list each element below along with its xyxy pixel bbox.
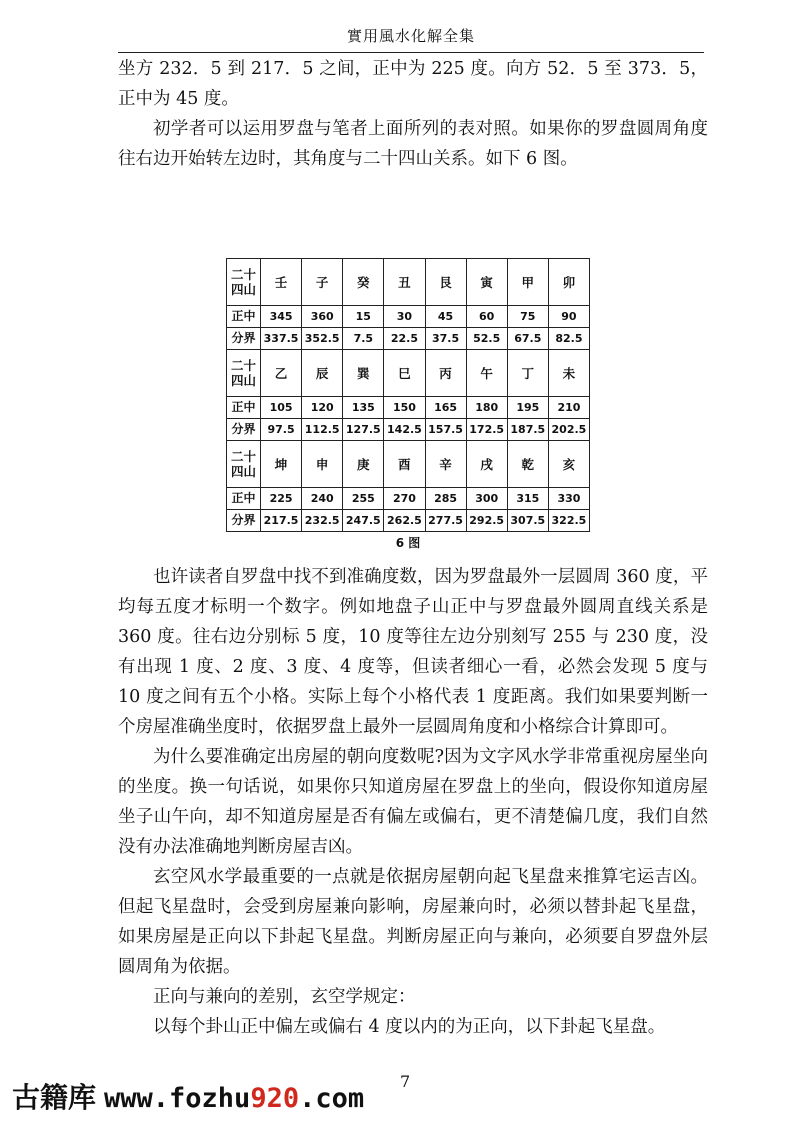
watermark-url-prefix: www.fozhu: [104, 1083, 251, 1114]
table-cell-shan: 未: [548, 350, 589, 397]
table-cell-zhengzhong: 360: [302, 306, 343, 328]
table-cell-zhengzhong: 225: [261, 488, 302, 510]
table-cell-zhengzhong: 90: [548, 306, 589, 328]
table-cell-zhengzhong: 315: [507, 488, 548, 510]
table-cell-fenjie: 172.5: [466, 419, 507, 441]
table-cell-shan: 甲: [507, 259, 548, 306]
table-cell-zhengzhong: 300: [466, 488, 507, 510]
row-label-fenjie: 分界: [227, 419, 261, 441]
table-cell-zhengzhong: 210: [548, 397, 589, 419]
table-cell-shan: 子: [302, 259, 343, 306]
watermark-name: 古籍库: [12, 1081, 97, 1114]
table-cell-fenjie: 52.5: [466, 328, 507, 350]
table-cell-shan: 庚: [343, 441, 384, 488]
twenty-four-mountains-table: [226, 258, 590, 532]
table-cell-zhengzhong: 150: [384, 397, 425, 419]
table-cell-shan: 申: [302, 441, 343, 488]
table-cell-fenjie: 217.5: [261, 510, 302, 532]
table-cell-zhengzhong: 105: [261, 397, 302, 419]
table-cell-fenjie: 142.5: [384, 419, 425, 441]
body-text-bottom: [118, 562, 708, 1042]
table-cell-shan: 丁: [507, 350, 548, 397]
paragraph: 也许读者自罗盘中找不到准确度数，因为罗盘最外一层圆周 360 度，平均每五度才标明一个数字。例如地盘子山正中与罗盘最外圆周直线关系是 360 度。往右边分别标 5 度，10 度等往左边分别刻写 255 与 230 度，没有出现 1 度、2 度、3 度、4 度等，但读者细心一看，必然会发现 5 度与 10 度之间有五个小格。实际上每个小格代表 1 度距离。我们如果要判断一个房屋准确坐度时，依据罗盘上最外一层圆周角度和小格综合计算即可。: [118, 567, 708, 737]
row-label-shan: 二十 四山: [227, 259, 261, 306]
table-cell-fenjie: 97.5: [261, 419, 302, 441]
table-cell-zhengzhong: 285: [425, 488, 466, 510]
row-label-zhengzhong: 正中: [227, 488, 261, 510]
paragraph: 坐方 232．5 到 217．5 之间，正中为 225 度。向方 52．5 至 373．5，正中为 45 度。: [118, 59, 708, 109]
paragraph: 为什么要准确定出房屋的朝向度数呢?因为文字风水学非常重视房屋坐向的坐度。换一句话说，如果你只知道房屋在罗盘上的坐向，假设你知道房屋坐子山午向，却不知道房屋是否有偏左或偏右，更不清楚偏几度，我们自然没有办法准确地判断房屋吉凶。: [118, 747, 708, 857]
table-cell-shan: 壬: [261, 259, 302, 306]
table-row-zhengzhong: [227, 488, 590, 510]
table-cell-fenjie: 292.5: [466, 510, 507, 532]
table-cell-shan: 卯: [548, 259, 589, 306]
row-label-fenjie: 分界: [227, 328, 261, 350]
table-cell-shan: 癸: [343, 259, 384, 306]
watermark-url: [104, 1083, 364, 1114]
table-cell-fenjie: 37.5: [425, 328, 466, 350]
table-cell-fenjie: 307.5: [507, 510, 548, 532]
table-cell-shan: 艮: [425, 259, 466, 306]
table-cell-shan: 寅: [466, 259, 507, 306]
table-cell-zhengzhong: 60: [466, 306, 507, 328]
table-cell-zhengzhong: 45: [425, 306, 466, 328]
table-cell-zhengzhong: 75: [507, 306, 548, 328]
table-cell-zhengzhong: 120: [302, 397, 343, 419]
table-cell-shan: 戌: [466, 441, 507, 488]
watermark-url-suffix: .com: [299, 1083, 365, 1114]
table-cell-fenjie: 337.5: [261, 328, 302, 350]
table-cell-fenjie: 67.5: [507, 328, 548, 350]
table-cell-fenjie: 187.5: [507, 419, 548, 441]
table-cell-fenjie: 112.5: [302, 419, 343, 441]
table-cell-fenjie: 322.5: [548, 510, 589, 532]
table-row-zhengzhong: [227, 306, 590, 328]
table-cell-zhengzhong: 180: [466, 397, 507, 419]
table-cell-shan: 坤: [261, 441, 302, 488]
table-cell-zhengzhong: 255: [343, 488, 384, 510]
table-cell-zhengzhong: 30: [384, 306, 425, 328]
table-cell-fenjie: 127.5: [343, 419, 384, 441]
table-cell-fenjie: 7.5: [343, 328, 384, 350]
table-cell-fenjie: 232.5: [302, 510, 343, 532]
table-cell-fenjie: 202.5: [548, 419, 589, 441]
table-cell-fenjie: 82.5: [548, 328, 589, 350]
paragraph: 以每个卦山正中偏左或偏右 4 度以内的为正向，以下卦起飞星盘。: [153, 1017, 666, 1037]
row-label-shan: 二十 四山: [227, 350, 261, 397]
table-cell-zhengzhong: 240: [302, 488, 343, 510]
table-cell-shan: 辰: [302, 350, 343, 397]
table-cell-zhengzhong: 135: [343, 397, 384, 419]
table-cell-fenjie: 157.5: [425, 419, 466, 441]
table-cell-zhengzhong: 345: [261, 306, 302, 328]
table-cell-fenjie: 22.5: [384, 328, 425, 350]
paragraph: 初学者可以运用罗盘与笔者上面所列的表对照。如果你的罗盘圆周角度往右边开始转左边时，其角度与二十四山关系。如下 6 图。: [118, 119, 708, 169]
table-row-fenjie: [227, 419, 590, 441]
table-cell-fenjie: 352.5: [302, 328, 343, 350]
row-label-shan: 二十 四山: [227, 441, 261, 488]
table-cell-shan: 乙: [261, 350, 302, 397]
table-cell-fenjie: 277.5: [425, 510, 466, 532]
table-cell-shan: 丙: [425, 350, 466, 397]
page-header: [118, 22, 704, 53]
table-row-shan: [227, 350, 590, 397]
table-cell-fenjie: 262.5: [384, 510, 425, 532]
table-row-fenjie: [227, 328, 590, 350]
row-label-zhengzhong: 正中: [227, 306, 261, 328]
watermark: [12, 1076, 364, 1116]
table-cell-zhengzhong: 330: [548, 488, 589, 510]
table-cell-zhengzhong: 270: [384, 488, 425, 510]
table-cell-zhengzhong: 165: [425, 397, 466, 419]
table-row-fenjie: [227, 510, 590, 532]
table-cell-shan: 酉: [384, 441, 425, 488]
table-cell-shan: 巳: [384, 350, 425, 397]
table-cell-shan: 午: [466, 350, 507, 397]
table-cell-shan: 乾: [507, 441, 548, 488]
table-cell-shan: 亥: [548, 441, 589, 488]
body-text-top: [118, 54, 708, 174]
table-row-shan: [227, 259, 590, 306]
row-label-zhengzhong: 正中: [227, 397, 261, 419]
table-cell-zhengzhong: 15: [343, 306, 384, 328]
table-cell-shan: 辛: [425, 441, 466, 488]
table-cell-zhengzhong: 195: [507, 397, 548, 419]
paragraph: 玄空风水学最重要的一点就是依据房屋朝向起飞星盘来推算宅运吉凶。但起飞星盘时，会受到房屋兼向影响，房屋兼向时，必须以替卦起飞星盘，如果房屋是正向以下卦起飞星盘。判断房屋正向与兼向，必须要自罗盘外层圆周角为依据。: [118, 867, 708, 977]
table-cell-fenjie: 247.5: [343, 510, 384, 532]
table-cell-shan: 丑: [384, 259, 425, 306]
page-number: 7: [400, 1072, 411, 1091]
watermark-url-number: 920: [250, 1083, 300, 1114]
table-row-shan: [227, 441, 590, 488]
paragraph: 正向与兼向的差别，玄空学规定：: [153, 987, 416, 1007]
table-cell-shan: 巽: [343, 350, 384, 397]
table-row-zhengzhong: [227, 397, 590, 419]
book-title: 實用風水化解全集: [346, 27, 475, 45]
figure-caption: 6 图: [395, 536, 421, 550]
row-label-fenjie: 分界: [227, 510, 261, 532]
figure-6: [226, 258, 590, 551]
